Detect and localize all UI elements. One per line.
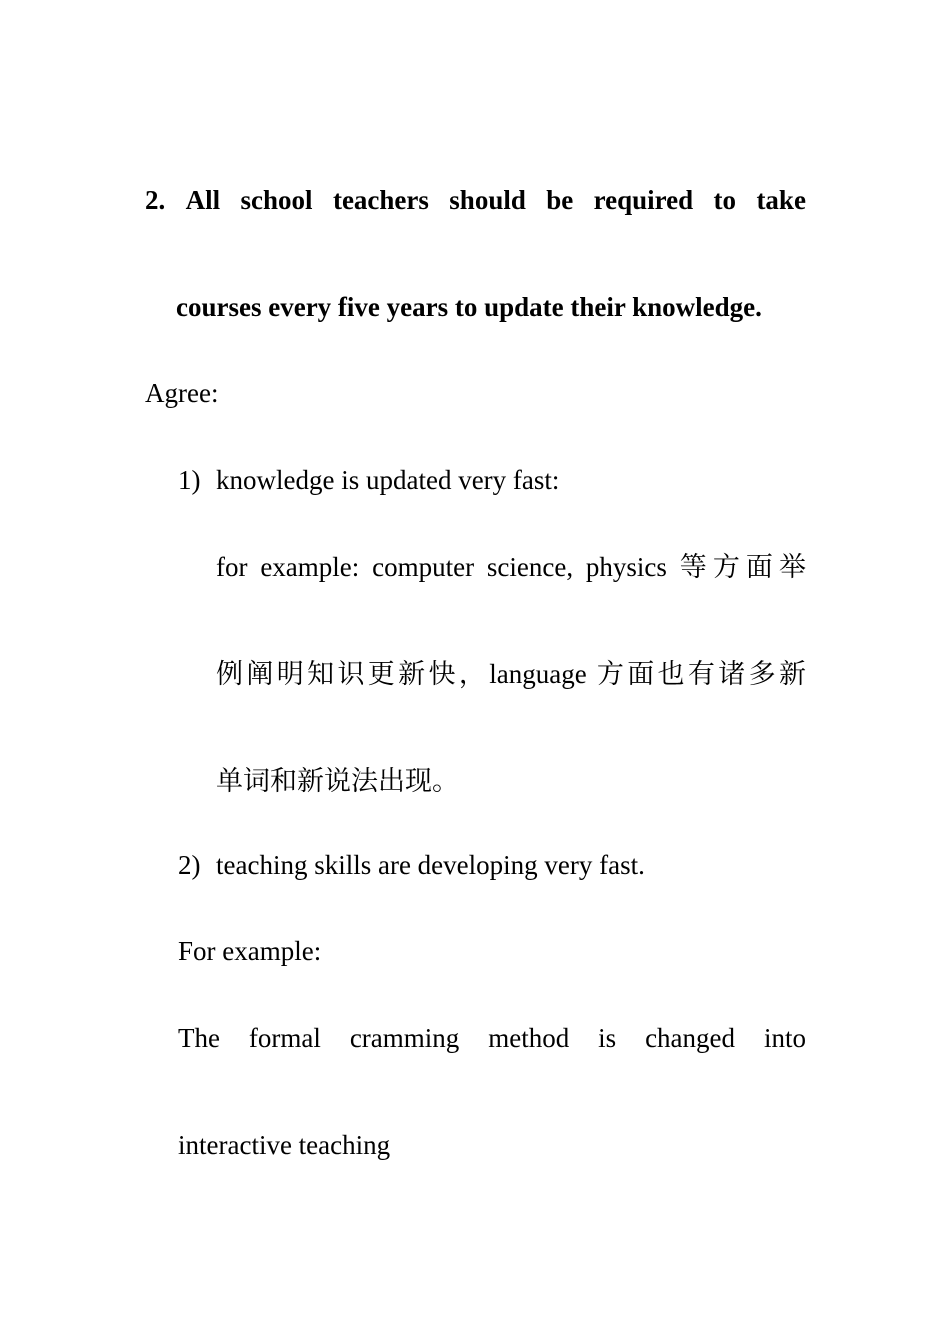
heading-word: should: [449, 185, 526, 215]
heading-number: 2.: [145, 185, 166, 215]
heading-line-1: [145, 183, 806, 217]
agree-label: Agree:: [145, 378, 219, 408]
example-line-1: [178, 1021, 806, 1055]
list-item-number: 2): [178, 850, 201, 880]
example-word: cramming: [349, 1023, 460, 1053]
list-item-detail-line: for example: computer science, physics 等方面举: [216, 552, 806, 582]
list-item-text: knowledge is updated very fast:: [216, 465, 560, 495]
heading-line-2: courses every five years to update their knowledge.: [176, 292, 762, 322]
list-item-detail-line: 例阐明知识更新快，language 方面也有诸多新: [216, 659, 806, 689]
heading-word: be: [546, 185, 574, 215]
list-item-number: 1): [178, 465, 201, 495]
heading-word: teachers: [332, 185, 429, 215]
heading-word: All: [185, 185, 221, 215]
example-word: formal: [248, 1023, 321, 1053]
example-word: method: [488, 1023, 570, 1053]
example-line-2: interactive teaching: [178, 1130, 391, 1160]
example-word: into: [763, 1023, 806, 1053]
heading-word: required: [593, 185, 694, 215]
example-word: The: [178, 1023, 220, 1053]
heading-word: take: [756, 185, 806, 215]
heading-word: to: [713, 185, 737, 215]
list-item-detail-line: 单词和新说法出现。: [216, 766, 459, 796]
heading-word: school: [240, 185, 313, 215]
example-word: is: [598, 1023, 617, 1053]
list-item-text: teaching skills are developing very fast.: [216, 850, 645, 880]
example-word: changed: [645, 1023, 736, 1053]
example-label: For example:: [178, 936, 322, 966]
